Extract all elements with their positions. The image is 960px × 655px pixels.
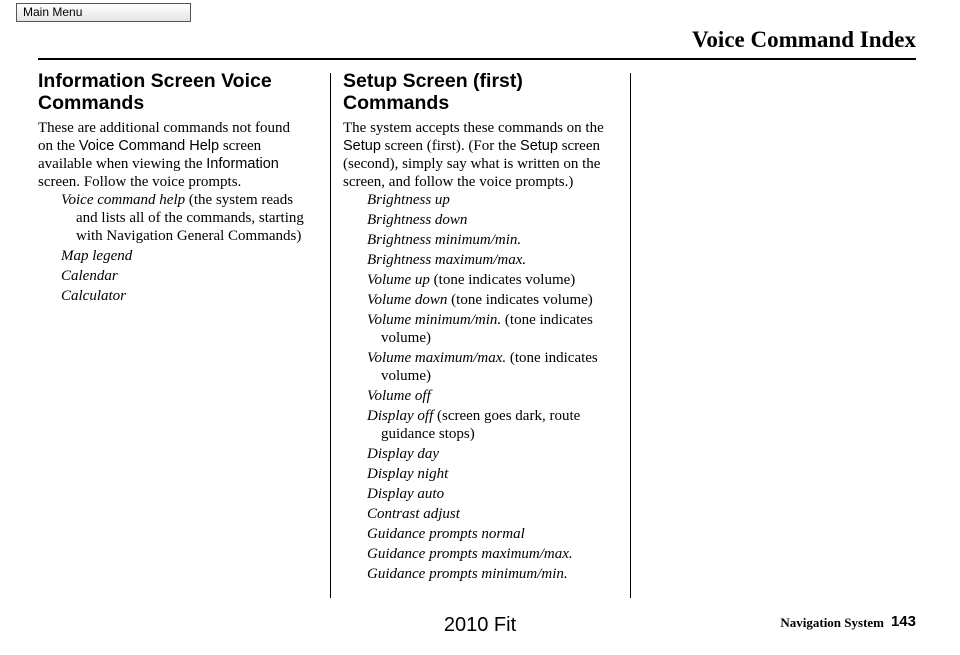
list-item: Display night [367,466,449,482]
list-item: Display off (screen goes dark, route guidance stops) [367,408,581,442]
list-item: Contrast adjust [367,506,460,522]
main-menu-button[interactable]: Main Menu [16,3,191,22]
list-item: Calculator [61,288,127,304]
list-item: Guidance prompts minimum/min. [367,566,568,582]
page-number: 143 [890,613,916,630]
information-command-list [38,191,308,305]
list-item: Display auto [367,486,445,502]
setup-heading: Setup Screen (first) Commands [343,70,523,114]
list-item: Volume maximum/max. (tone indicates volume) [367,350,598,384]
list-item: Voice command help (the system reads and lists all of the commands, starting with Navigation General Commands) [61,192,304,244]
list-item: Guidance prompts normal [367,526,525,542]
setup-term: Setup [520,138,558,154]
setup-command-list [343,191,621,583]
list-item: Brightness maximum/max. [367,252,527,268]
information-heading: Information Screen Voice Commands [38,70,272,114]
setup-column [343,70,621,585]
information-intro: These are additional commands not found on the Voice Command Help screen available when viewing the Information screen. Follow the voice prompts. [38,120,291,190]
list-item: Display day [367,446,440,462]
setup-term: Setup [343,138,381,154]
information-term: Information [206,156,279,172]
footer-label: Navigation System [780,615,884,630]
list-item: Brightness down [367,212,468,228]
list-item: Volume minimum/min. (tone indicates volume) [367,312,593,346]
list-item: Volume up (tone indicates volume) [367,272,576,288]
list-item: Map legend [61,248,133,264]
column-divider [330,73,331,598]
list-item: Brightness minimum/min. [367,232,522,248]
column-divider [630,73,631,598]
title-rule [38,58,916,60]
list-item: Volume down (tone indicates volume) [367,292,593,308]
setup-intro: The system accepts these commands on the Setup screen (first). (For the Setup screen (second), simply say what is written on the screen, and follow the voice prompts.) [343,120,604,190]
watermark-text: 2010 Fit [443,614,517,636]
list-item: Calendar [61,268,118,284]
list-item: Volume off [367,388,431,404]
list-item: Guidance prompts maximum/max. [367,546,573,562]
page-title: Voice Command Index [691,27,916,52]
list-item: Brightness up [367,192,450,208]
voice-command-help-term: Voice Command Help [78,138,220,154]
information-column [38,70,308,307]
